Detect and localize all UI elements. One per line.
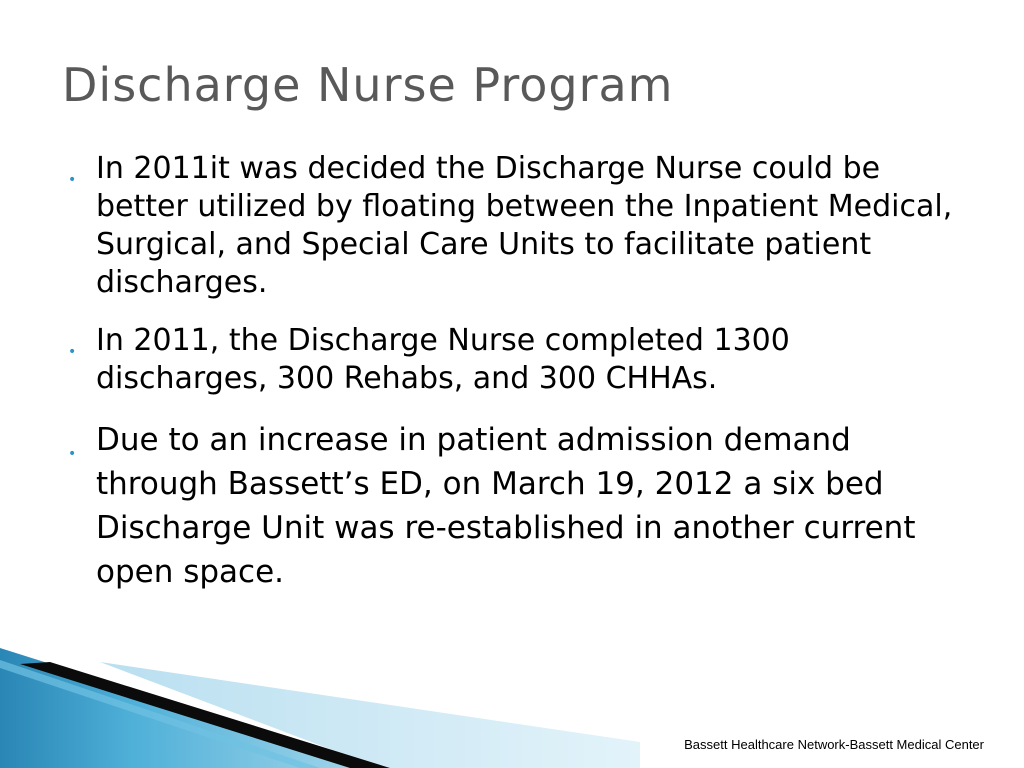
bullet-text: Due to an increase in patient admission demand through Bassett’s ED, on March 19, 2012 a six bed Discharge Unit was re-established in another current open space. — [96, 422, 916, 590]
footer-text: Bassett Healthcare Network-Bassett Medical Center — [684, 737, 984, 752]
bullet-text: In 2011, the Discharge Nurse completed 1300 discharges, 300 Rehabs, and 300 CHHAs. — [96, 323, 790, 396]
bullet-icon: • — [68, 172, 77, 188]
bullet-icon: • — [68, 344, 77, 360]
bullet-icon: • — [68, 446, 77, 462]
slide-title: Discharge Nurse Program — [62, 58, 674, 112]
bullet-text: In 2011it was decided the Discharge Nurse could be better utilized by floating between the Inpatient Medical, Surgical, and Special Care Units to facilitate patient discharges. — [96, 151, 953, 300]
